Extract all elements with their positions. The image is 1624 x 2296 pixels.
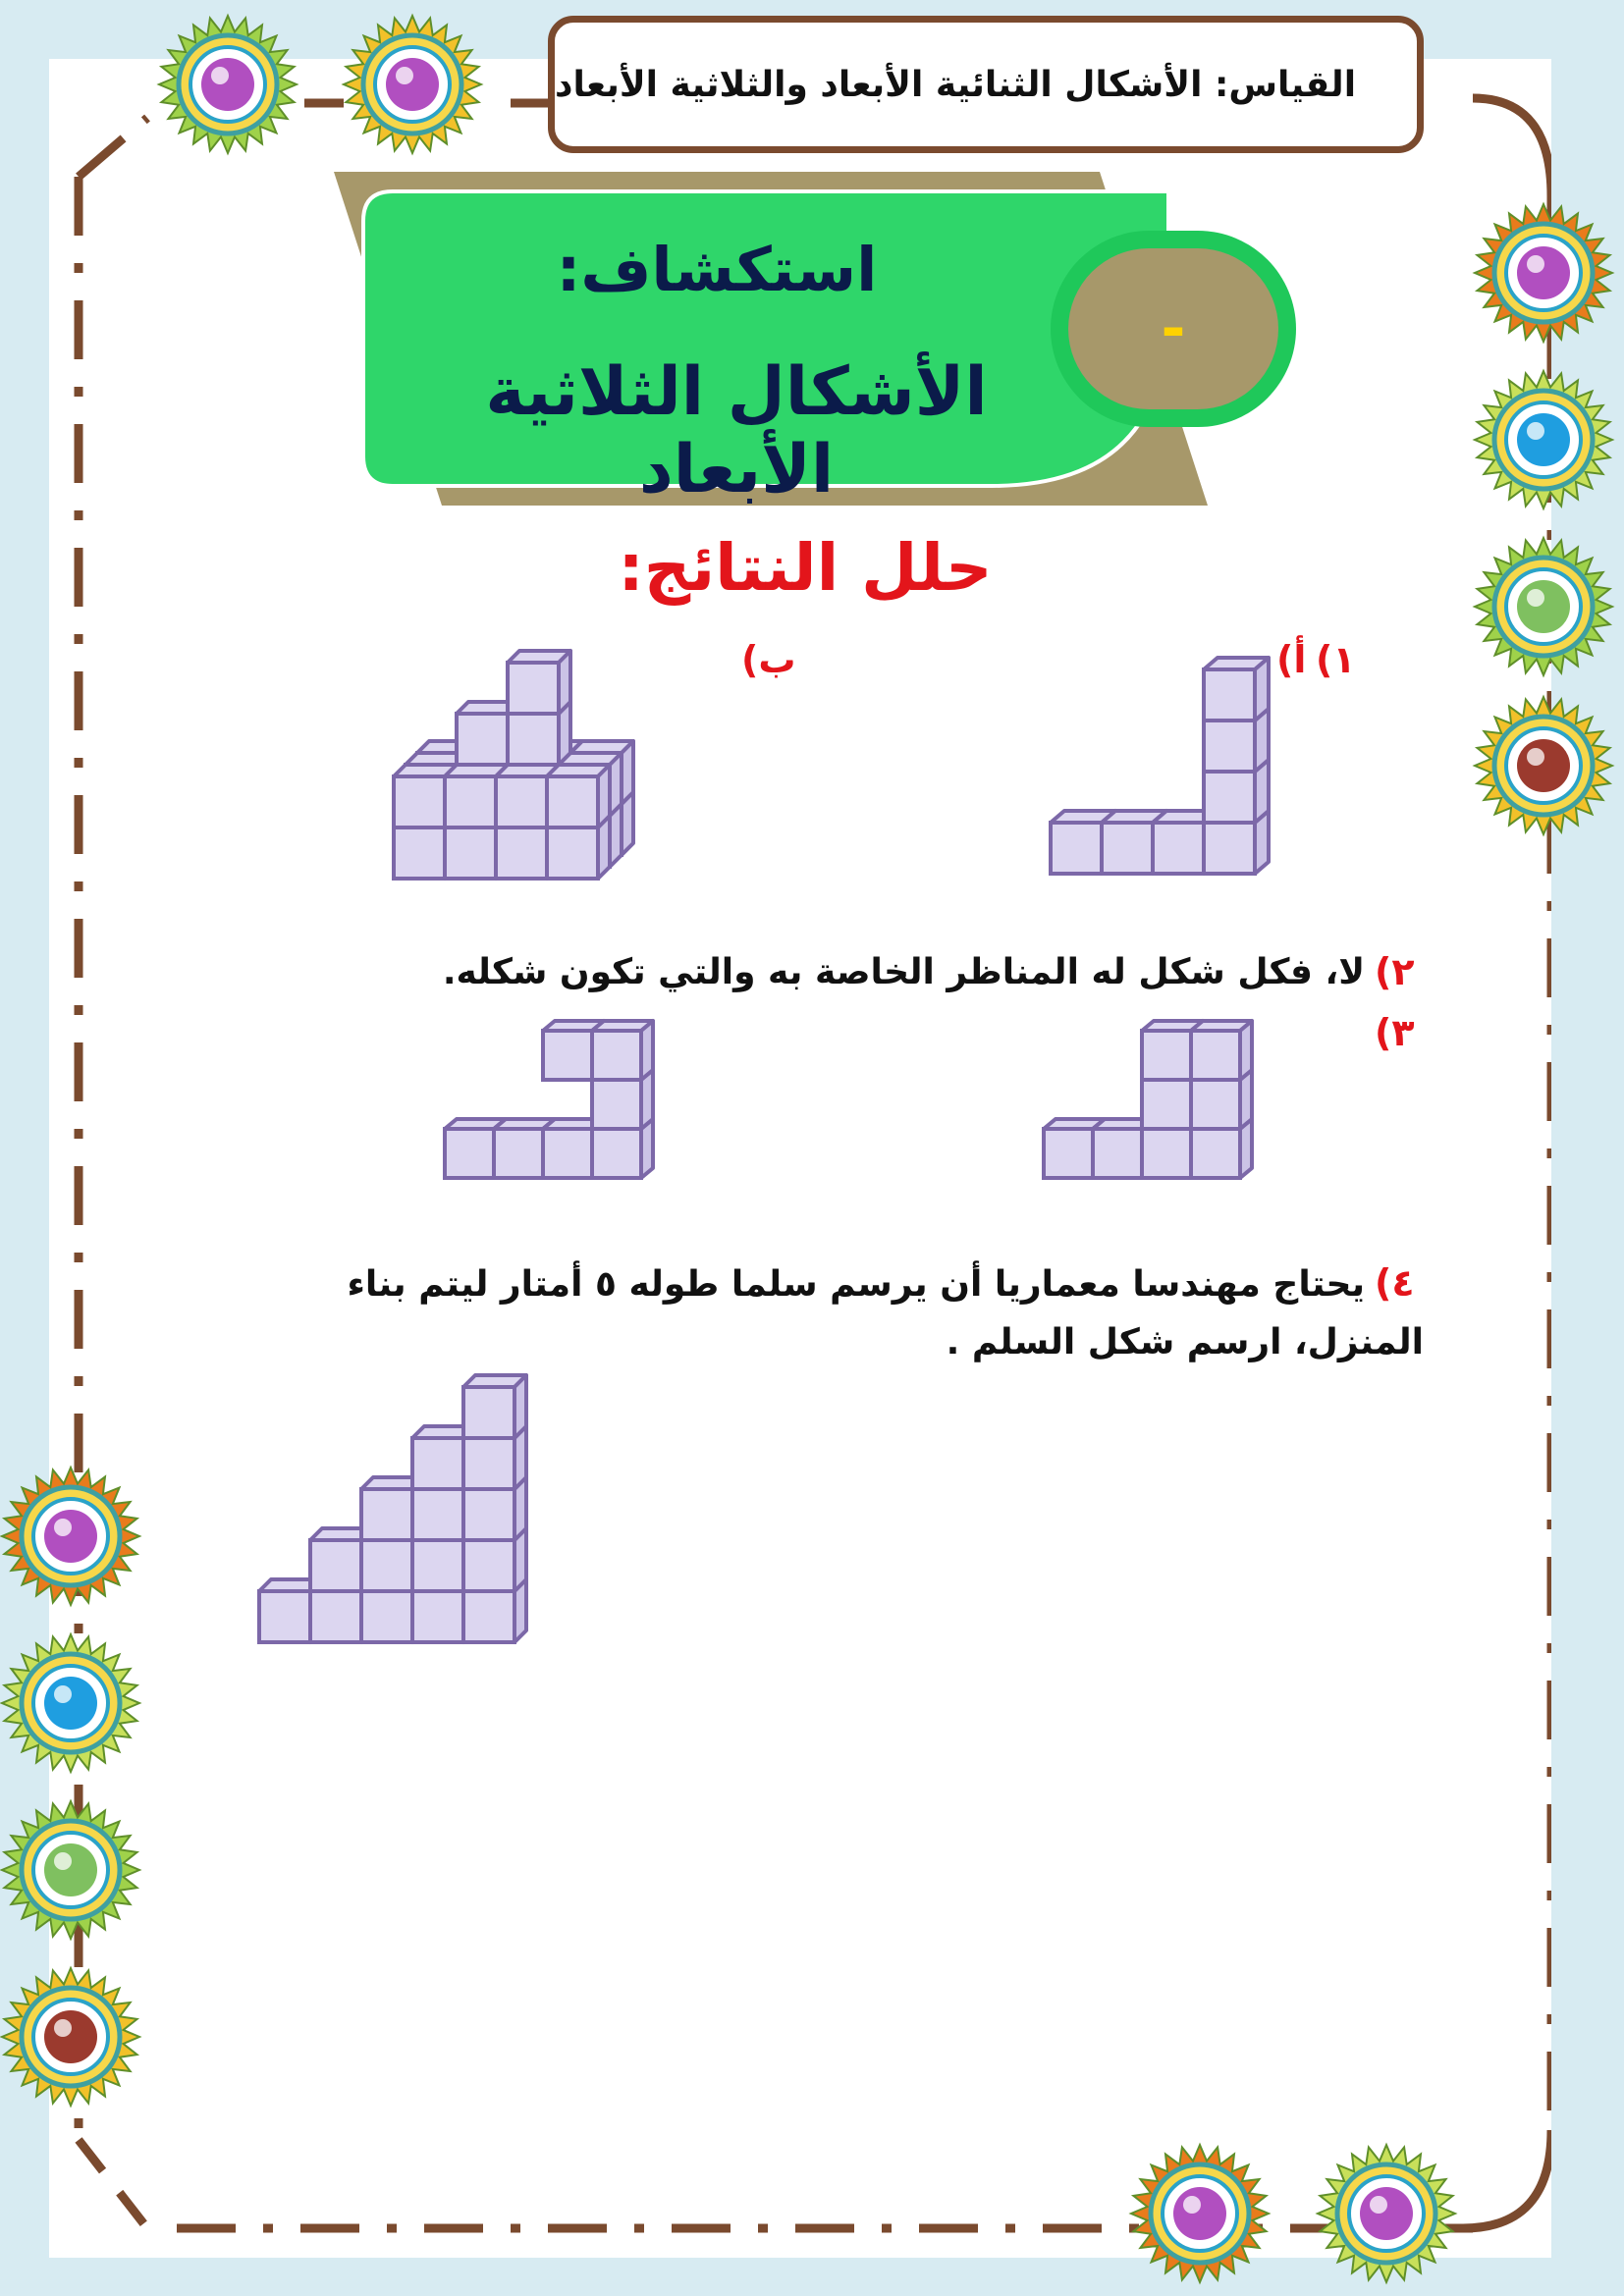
flower-medallion-icon — [154, 11, 301, 158]
q2-text: لا، فكل شكل له المناظر الخاصة به والتي تكون شكله. — [442, 952, 1365, 992]
flower-medallion-icon — [0, 1463, 144, 1610]
flower-medallion-icon — [1470, 199, 1617, 347]
flower-medallion-icon — [1313, 2140, 1460, 2287]
flower-medallion-icon — [1470, 366, 1617, 513]
unit-cube — [592, 1021, 653, 1080]
results-title: حلل النتائج: — [618, 530, 993, 606]
q1-part-a: أ) — [1276, 638, 1307, 681]
frame-dash-line — [79, 118, 147, 177]
banner-line1: استكشاف: — [556, 234, 878, 305]
q4-number: ٤) — [1375, 1261, 1415, 1305]
flower-medallion-icon — [339, 11, 486, 158]
flower-medallion-icon — [0, 1796, 144, 1944]
flower-medallion-icon — [0, 1963, 144, 2110]
q2-number: ٢) — [1375, 950, 1415, 993]
q4-line2: المنزل، ارسم شكل السلم . — [946, 1322, 1424, 1362]
unit-cube — [508, 651, 570, 714]
flower-medallion-icon — [1126, 2140, 1273, 2287]
banner-line2: الأشكال الثلاثية الأبعاد — [485, 353, 988, 508]
unit-cube — [547, 765, 610, 828]
header-box — [548, 16, 1424, 153]
frame-corner-arc — [1473, 98, 1551, 196]
header-title: القياس: الأشكال الثنائية الأبعاد والثلاثية الأبعاد — [555, 64, 1357, 105]
frame-corner-arc — [1463, 2130, 1551, 2228]
figure-q3-view-b — [437, 1011, 692, 1188]
figure-q1a-L-shape — [1041, 638, 1276, 893]
unit-cube — [1204, 658, 1269, 721]
q1-number: ١) — [1316, 638, 1356, 681]
flower-medallion-icon — [1470, 533, 1617, 680]
q3-number: ٣) — [1375, 1011, 1415, 1054]
q4-line1: يحتاج مهندسا معماريا أن يرسم سلما طوله ٥ أمتار ليتم بناء — [347, 1264, 1365, 1305]
frame-dash-line — [79, 2140, 147, 2228]
unit-cube — [1191, 1021, 1252, 1080]
q1-part-b: ب) — [741, 638, 796, 681]
flower-medallion-icon — [1470, 692, 1617, 839]
flower-medallion-icon — [0, 1629, 144, 1777]
figure-q4-staircase — [253, 1389, 548, 1664]
figure-q3-view-a — [1036, 1011, 1272, 1188]
figure-q1b-stepped-solid — [388, 633, 682, 888]
unit-cube — [463, 1375, 526, 1438]
banner-badge-text: - — [1161, 294, 1186, 363]
